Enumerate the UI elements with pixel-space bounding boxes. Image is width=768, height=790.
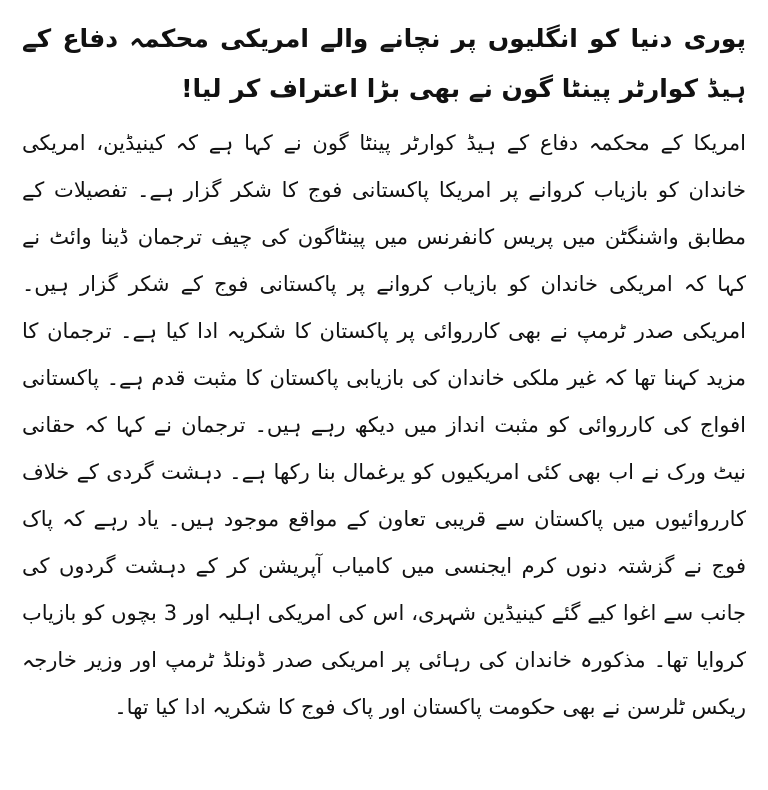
article-body: امریکا کے محکمہ دفاع کے ہیڈ کوارٹر پینٹا گون نے کہا ہے کہ کینیڈین، امریکی خاندان کو بازیاب کروانے پر امریکا پاکستانی فوج کا شکر گزار ہے۔ تفصیلات کے مطابق واشنگٹن میں پریس کانفرنس میں پینٹاگون کی چیف ترجمان ڈینا وائٹ نے کہا کہ امریکی خاندان کو بازیاب کروانے پر پاکستانی فوج کے شکر گزار ہیں۔ امریکی صدر ٹرمپ نے بھی کارروائی پر پاکستان کا شکریہ ادا کیا ہے۔ ترجمان کا مزید کہنا تھا کہ غیر ملکی خاندان کی بازیابی پاکستان کا مثبت قدم ہے۔ پاکستانی افواج کی کارروائی کو مثبت انداز میں دیکھ رہے ہیں۔ ترجمان نے کہا کہ حقانی نیٹ ورک نے اب بھی کئی امریکیوں کو یرغمال بنا رکھا ہے۔ دہشت گردی کے خلاف کارروائیوں میں پاکستان سے قریبی تعاون کے مواقع موجود ہیں۔ یاد رہے کہ پاک فوج نے گزشتہ دنوں کرم ایجنسی میں کامیاب آپریشن کر کے دہشت گردوں کی جانب سے اغوا کیے گئے کینیڈین شہری، اس کی امریکی اہلیہ اور 3 بچوں کو بازیاب کروایا تھا۔ مذکورہ خاندان کی رہائی پر امریکی صدر ڈونلڈ ٹرمپ اور وزیر خارجہ ریکس ٹلرسن نے بھی حکومت پاکستان اور پاک فوج کا شکریہ ادا کیا تھا۔ <box>22 131 746 719</box>
article-headline: پوری دنیا کو انگلیوں پر نچانے والے امریکی محکمہ دفاع کے ہیڈ کوارٹر پینٹا گون نے بھی بڑا اعتراف کر لیا! <box>22 24 746 103</box>
